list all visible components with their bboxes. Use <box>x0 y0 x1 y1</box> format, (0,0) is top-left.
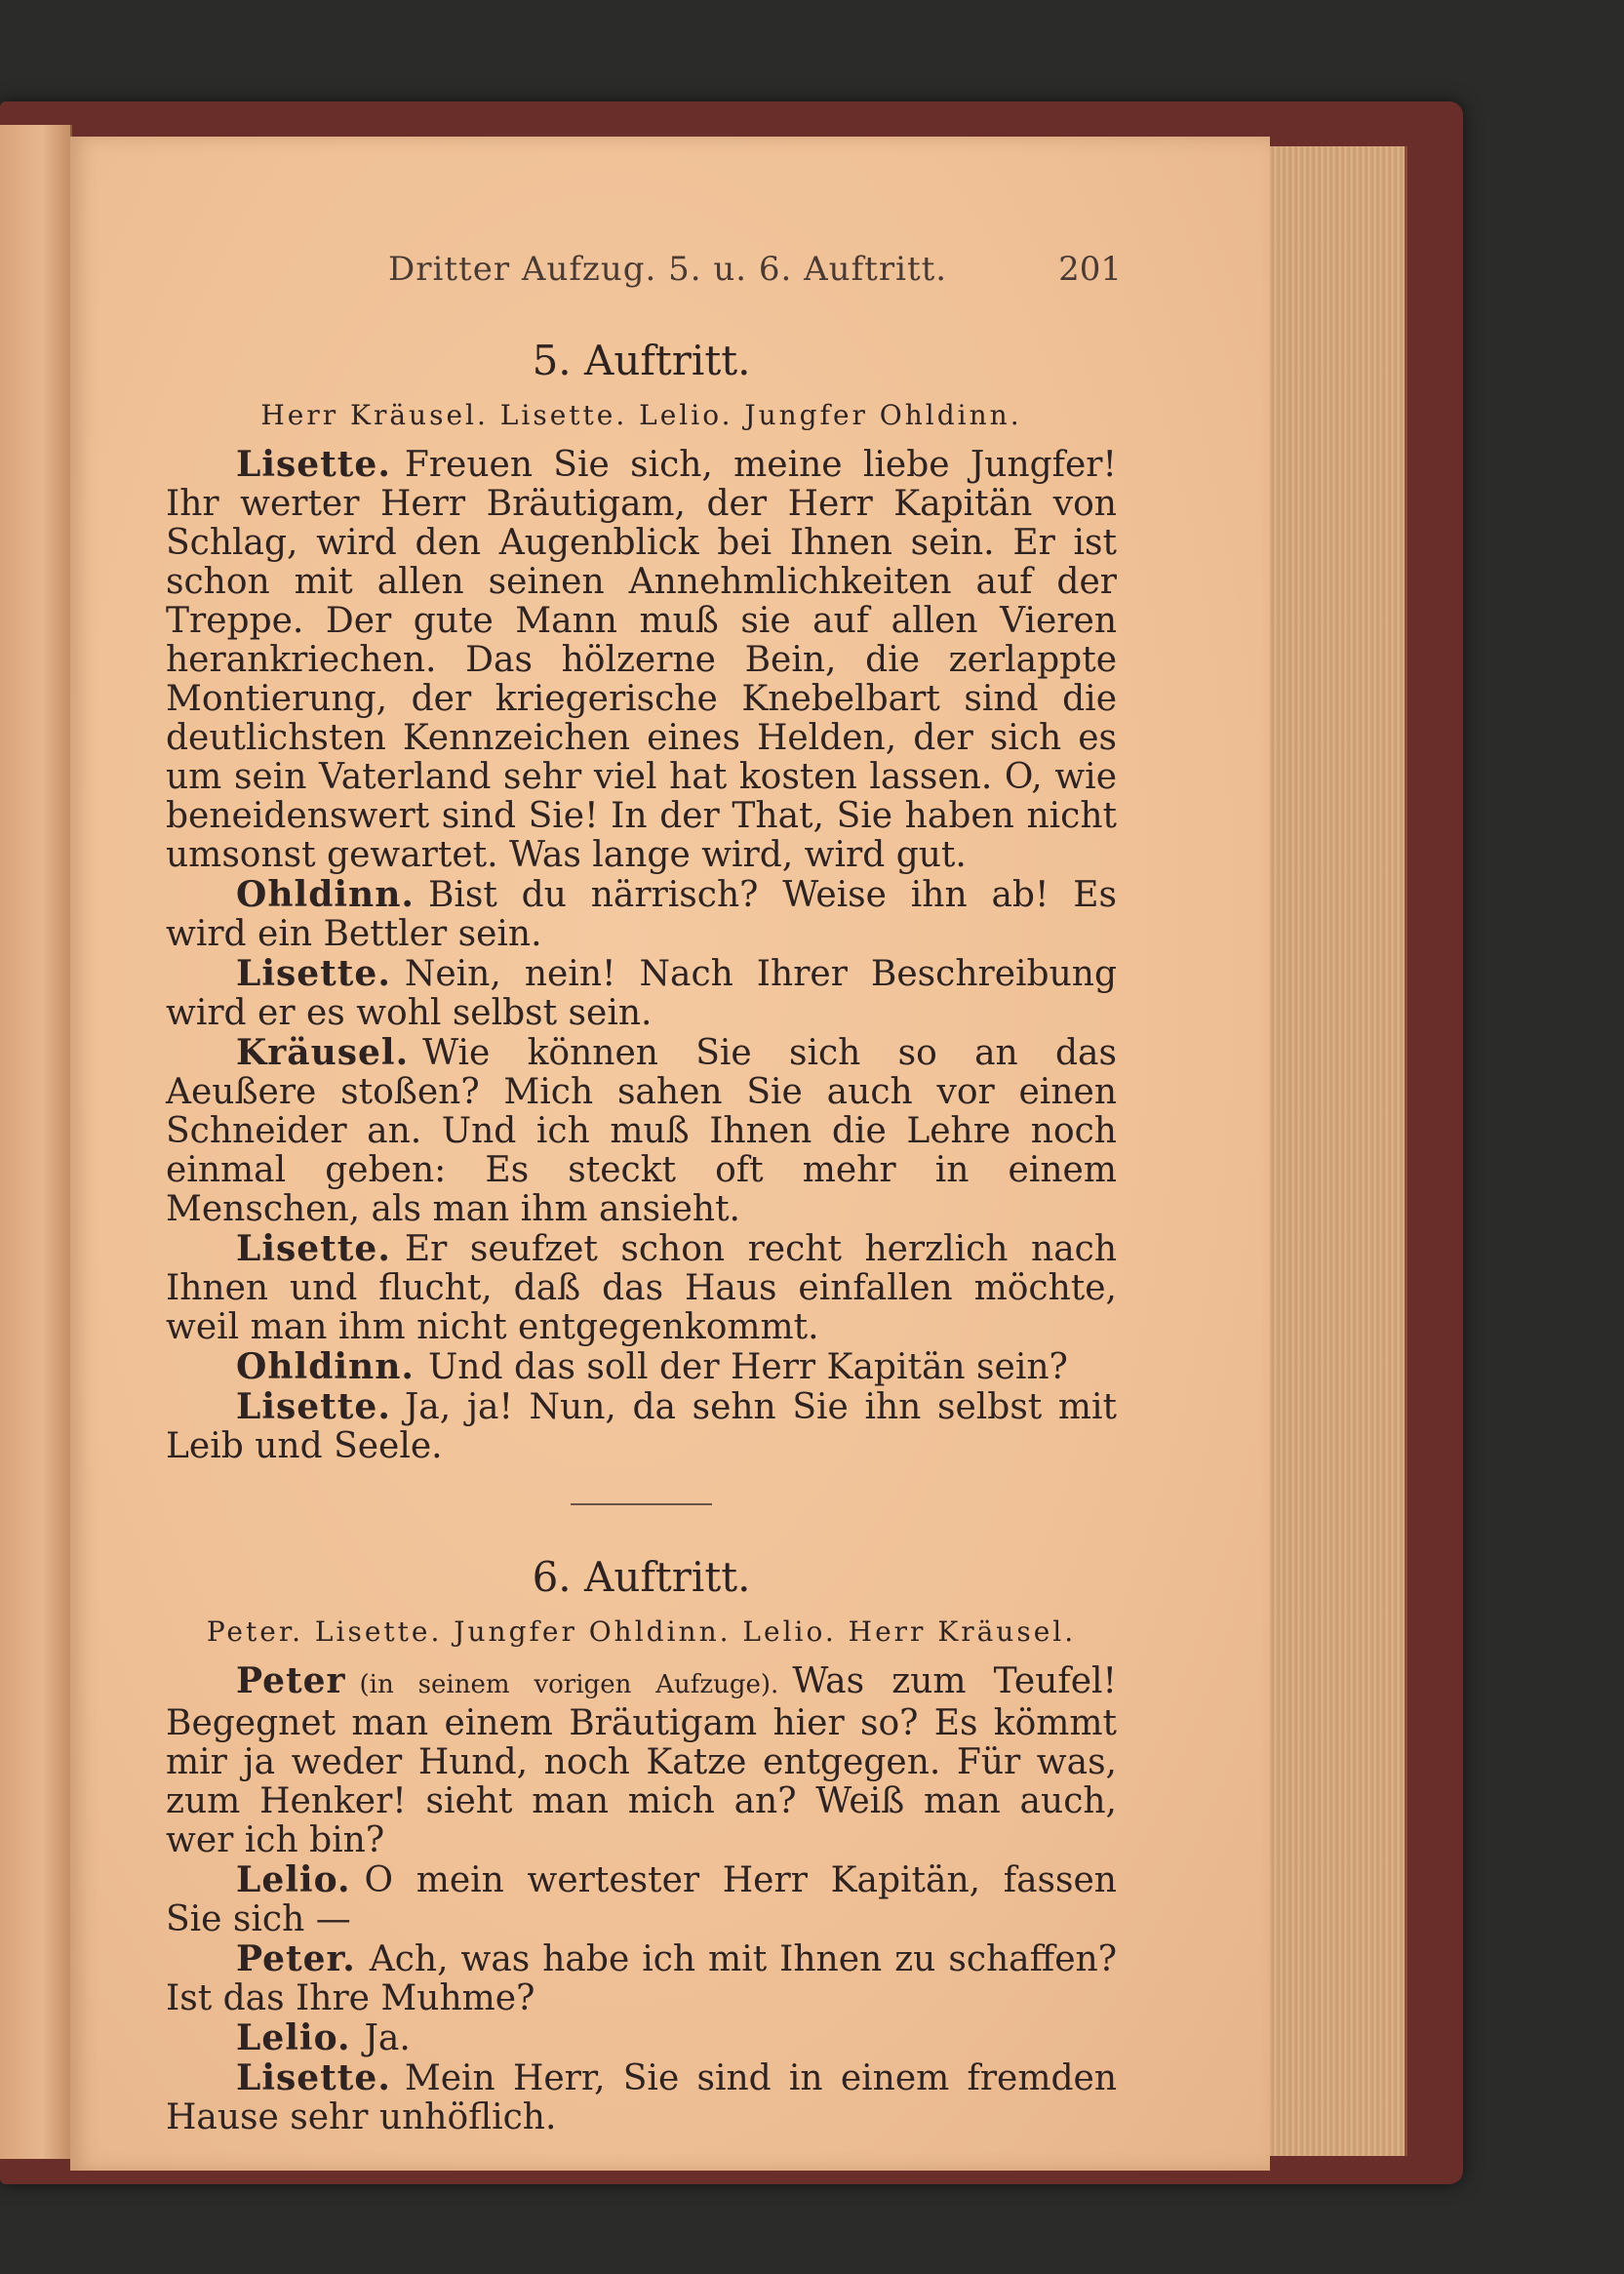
speaker-name: Lisette. <box>236 2057 391 2098</box>
line-text: Ja, ja! Nun, da sehn Sie ihn selbst mit Leib und Seele. <box>166 1387 1117 1466</box>
speaker-name: Lisette. <box>236 1386 391 1427</box>
dialogue-line <box>166 1387 1117 1466</box>
dialogue-line <box>166 2018 1117 2058</box>
line-text: Mein Herr, Sie sind in einem fremden Hause sehr unhöflich. <box>166 2058 1117 2137</box>
running-title: Dritter Aufzug. 5. u. 6. Auftritt. <box>388 250 948 289</box>
line-text: Was zum Teufel! Begegnet man einem Bräutigam hier so? Es kömmt mir ja weder Hund, noch Katze entgegen. Für was, zum Henker! sieht man mich an? Weiß man auch, wer ich bin? <box>166 1661 1117 1860</box>
line-text: Bist du närrisch? Weise ihn ab! Es wird ein Bettler sein. <box>166 875 1117 954</box>
dialogue-line <box>166 875 1117 954</box>
scene-5-title: 5. Auftritt. <box>532 337 751 384</box>
previous-page-edge <box>0 125 72 2159</box>
line-text: Ach, was habe ich mit Ihnen zu schaffen? Ist das Ihre Muhme? <box>166 1939 1117 2018</box>
speaker-name: Peter <box>236 1660 346 1701</box>
speaker-name: Lelio. <box>236 1859 351 1900</box>
dialogue-line <box>166 1033 1117 1229</box>
line-text: Freuen Sie sich, meine liebe Jungfer! Ihr werter Herr Bräutigam, der Herr Kapitän von Schlag, wird den Augenblick bei Ihnen sein. Er ist schon mit allen seinen Annehmlichkeiten auf der Treppe. Der gute Mann muß sie auf allen Vieren herankriechen. Das hölzerne Bein, die zerlappte Montierung, der kriegerische Knebelbart sind die deutlichsten Kennzeichen eines Helden, der sich es um sein Vaterland sehr viel hat kosten lassen. O, wie beneidenswert sind Sie! In der That, Sie haben nicht umsonst gewartet. Was lange wird, wird gut. <box>166 445 1117 875</box>
speaker-name: Peter. <box>236 1938 356 1979</box>
page-number: 201 <box>1058 250 1122 289</box>
scene-6-cast: Peter. Lisette. Jungfer Ohldinn. Lelio. Herr Kräusel. <box>206 1616 1077 1648</box>
line-text: Nein, nein! Nach Ihrer Beschreibung wird er es wohl selbst sein. <box>166 954 1117 1033</box>
stage-direction: (in seinem vorigen Aufzuge). <box>359 1670 779 1699</box>
speaker-name: Lisette. <box>236 953 391 994</box>
dialogue-line <box>166 1229 1117 1347</box>
scene-5-cast: Herr Kräusel. Lisette. Lelio. Jungfer Ohldinn. <box>260 399 1022 431</box>
scene-6-title: 6. Auftritt. <box>532 1553 751 1601</box>
speaker-name: Ohldinn. <box>236 1346 415 1387</box>
line-text: Ja. <box>364 2018 411 2058</box>
dialogue-line <box>166 954 1117 1033</box>
dialogue-line <box>166 2058 1117 2137</box>
line-text: Und das soll der Herr Kapitän sein? <box>427 1347 1068 1387</box>
page-header <box>380 250 1122 293</box>
line-text: Er seufzet schon recht herzlich nach Ihnen und flucht, daß das Haus einfallen möchte, weil man ihm nicht entgegenkommt. <box>166 1229 1117 1347</box>
scene-divider <box>571 1503 712 1505</box>
speaker-name: Lisette. <box>236 444 391 485</box>
line-text: Wie können Sie sich so an das Aeußere stoßen? Mich sahen Sie auch vor einen Schneider an. Und ich muß Ihnen die Lehre noch einmal geben: Es steckt oft mehr in einem Menschen, als man ihm ansieht. <box>166 1033 1117 1229</box>
speaker-name: Lelio. <box>236 2017 351 2058</box>
dialogue-line <box>166 445 1117 875</box>
speaker-name: Kräusel. <box>236 1032 410 1073</box>
dialogue-line <box>166 1347 1117 1387</box>
page-block-edges <box>1258 146 1407 2156</box>
page-text <box>166 322 1117 2137</box>
dialogue-line <box>166 1939 1117 2018</box>
speaker-name: Ohldinn. <box>236 874 415 915</box>
line-text: O mein wertester Herr Kapitän, fassen Sie sich — <box>166 1860 1117 1939</box>
dialogue-line <box>166 1860 1117 1939</box>
speaker-name: Lisette. <box>236 1228 391 1269</box>
dialogue-line <box>166 1661 1117 1860</box>
